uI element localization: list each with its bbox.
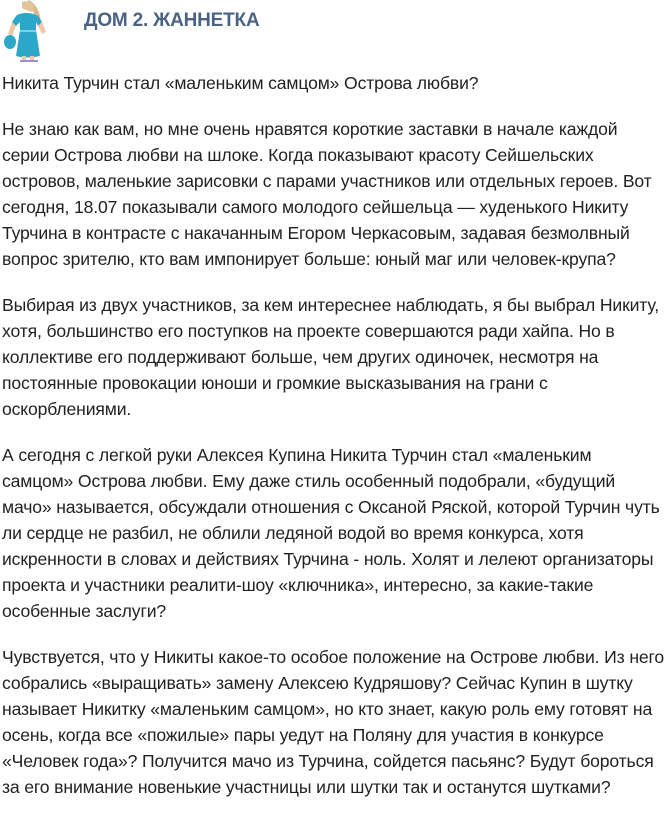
channel-title[interactable]: ДОМ 2. ЖАННЕТКА xyxy=(84,10,260,31)
post-paragraph: Чувствуется, что у Никиты какое-то особое положение на Острове любви. Из него собрались «выращивать» замену Алексею Кудряшову? Сейчас Купин в шутку называет Никитку «маленьким самцом», но кто знает, какую роль ему готовят на осень, когда все «пожилые» пары уедут на Поляну для участия в конкурсе «Человек года»? Получится мачо из Турчина, сойдется пасьянс? Будут бороться за его внимание новенькие участницы или шутки так и останутся шутками? xyxy=(2,647,665,797)
channel-avatar[interactable] xyxy=(2,0,52,64)
post-paragraph: Не знаю как вам, но мне очень нравятся короткие заставки в начале каждой серии Острова любви на шлоке. Когда показывают красоту Сейшельских островов, маленькие зарисовки с парами участников или отдельных героев. Вот сегодня, 18.07 показывали самого молодого сейшельца — худенького Никиту Турчина в контрасте с накачанным Егором Черкасовым, задавая безмолвный вопрос зрителю, кто вам импонирует больше: юный маг или человек-крупа? xyxy=(2,119,652,269)
post-paragraph: А сегодня с легкой руки Алексея Купина Никита Турчин стал «маленьким самцом» Острова любви. Ему даже стиль особенный подобрали, «будущий мачо» называется, обсуждали отношения с Оксаной Ряской, которой Турчин чуть ли сердце не разбил, не облили ледяной водой во время конкурса, хотя искренности в словах и действиях Турчина - ноль. Холят и лелеют организаторы проекта и участники реалити-шоу «ключника», интересно, за какие-такие особенные заслуги? xyxy=(2,445,660,621)
post-paragraph: Выбирая из двух участников, за кем интереснее наблюдать, я бы выбрал Никиту, хотя, большинство его поступков на проекте совершаются ради хайпа. Но в коллективе его поддерживают больше, чем других одиночек, несмотря на постоянные провокации юноши и громкие высказывания на грани с оскорблениями. xyxy=(2,295,660,419)
avatar-girl-icon xyxy=(2,0,52,64)
post-header xyxy=(0,0,670,68)
post-body xyxy=(2,70,666,820)
post-headline: Никита Турчин стал «маленьким самцом» Острова любви? xyxy=(2,73,479,93)
